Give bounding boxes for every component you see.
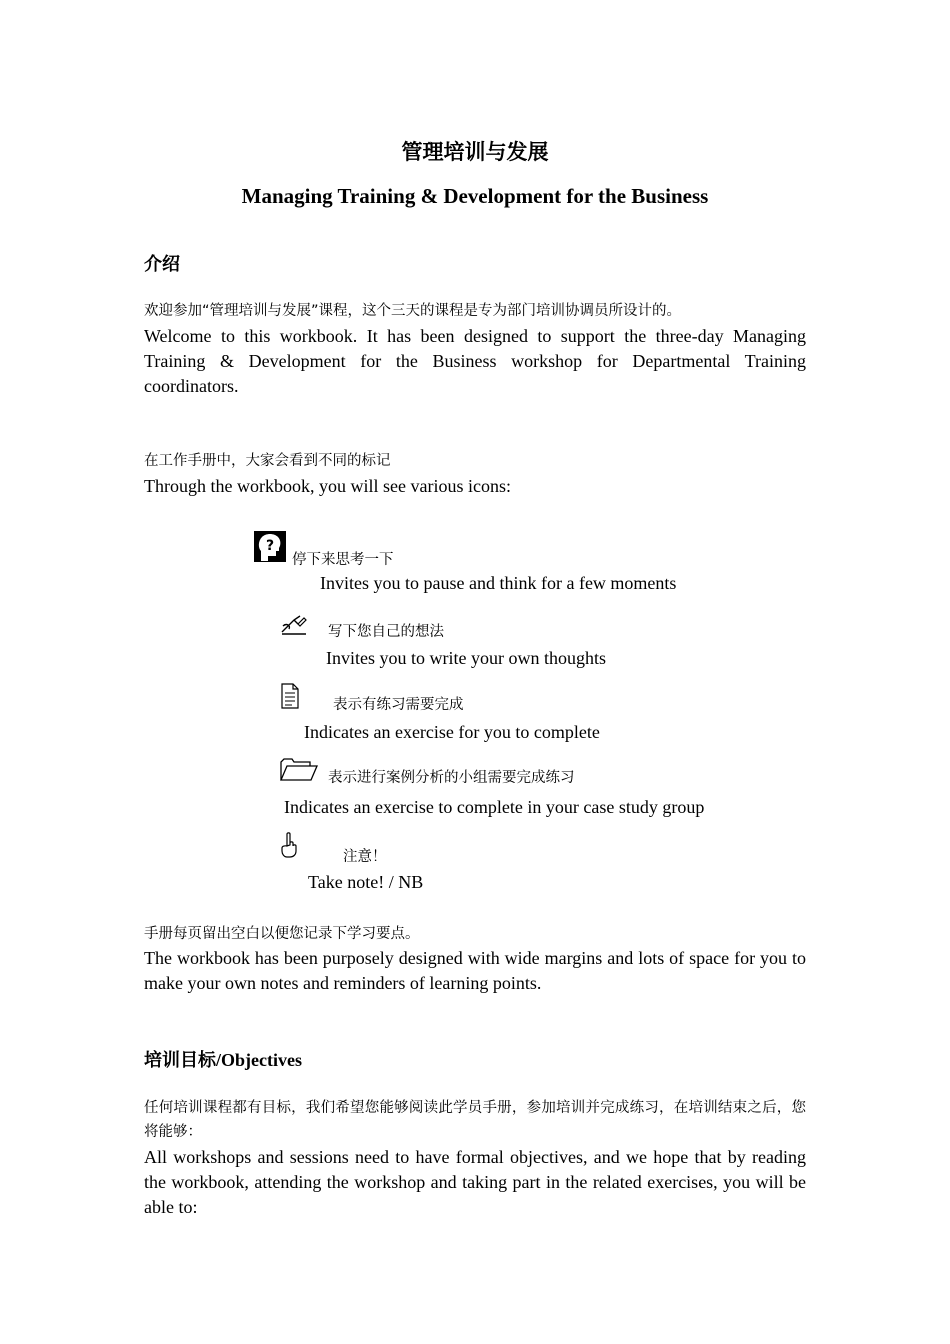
intro-heading <box>144 250 180 276</box>
intro-english-text: Welcome to this workbook. It has been designed to support the three-day Managing Training & Development for the Business workshop for Departmental Training coordinators. <box>144 326 806 396</box>
icons-intro-english: Through the workbook, you will see various icons: <box>144 476 511 496</box>
margins-note-english: The workbook has been purposely designed with wide margins and lots of space for you to make your own notes and reminders of learning points. <box>144 948 806 993</box>
objectives-heading-chinese: 培训目标 <box>144 1050 216 1071</box>
icon-legend-chinese: 表示有练习需要完成 <box>333 697 464 713</box>
icon-legend-chinese: 表示进行案例分析的小组需要完成练习 <box>328 770 575 786</box>
icon-legend-chinese: 写下您自己的想法 <box>328 624 444 640</box>
icon-legend-chinese: 停下来思考一下 <box>292 552 394 568</box>
icons-intro-chinese: 在工作手册中，大家会看到不同的标记 <box>144 453 391 469</box>
icon-legend-chinese: 注意！ <box>343 849 387 865</box>
objectives-heading <box>144 1046 302 1072</box>
objectives-heading-english: /Objectives <box>216 1050 302 1070</box>
icon-legend-english: Indicates an exercise to complete in your case study group <box>284 797 705 817</box>
icon-legend-english: Indicates an exercise for you to complete <box>304 722 600 742</box>
page-title-chinese: 管理培训与发展 <box>401 140 549 164</box>
intro-heading-text: 介绍 <box>144 254 180 275</box>
icon-legend-item <box>281 832 387 864</box>
writing-hand-icon <box>280 614 308 641</box>
pointing-hand-icon <box>281 832 297 864</box>
intro-chinese-text: 欢迎参加“管理培训与发展”课程，这个三天的课程是专为部门培训协调员所设计的。 <box>144 303 682 319</box>
icon-legend-item <box>280 758 575 787</box>
icon-legend-english: Invites you to pause and think for a few moments <box>320 573 677 593</box>
objectives-chinese-text: 任何培训课程都有目标，我们希望您能够阅读此学员手册，参加培训并完成练习，在培训结束之后，您将能够： <box>144 1100 806 1140</box>
icon-legend-item <box>254 531 394 567</box>
margins-note-chinese: 手册每页留出空白以便您记录下学习要点。 <box>144 926 420 942</box>
svg-text:?: ? <box>265 538 275 554</box>
icon-legend-english: Invites you to write your own thoughts <box>326 648 606 668</box>
document-icon <box>281 683 299 714</box>
icon-legend-english: Take note! / NB <box>308 872 424 892</box>
folder-icon <box>280 758 318 787</box>
objectives-english-text: All workshops and sessions need to have formal objectives, and we hope that by reading the workbook, attending the workshop and taking part in the related exercises, you will be able to: <box>144 1147 806 1217</box>
icon-legend-item <box>280 614 444 641</box>
page-title-english: Managing Training & Development for the Business <box>241 184 709 208</box>
question-head-icon <box>254 531 286 567</box>
icon-legend-item <box>281 683 464 714</box>
